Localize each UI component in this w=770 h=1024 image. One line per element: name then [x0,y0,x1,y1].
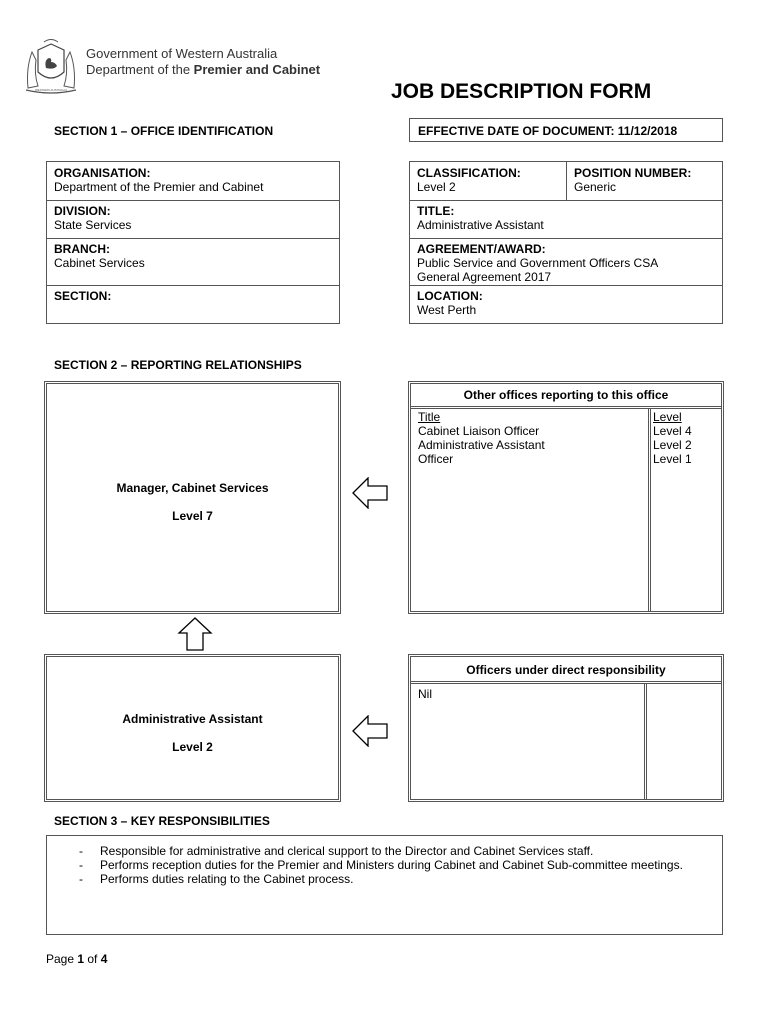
page-word: Page [46,952,78,966]
title-value: Administrative Assistant [417,218,544,232]
wa-coat-of-arms-icon [22,38,80,94]
effective-date: EFFECTIVE DATE OF DOCUMENT: 11/12/2018 [418,124,678,138]
list-item: - Responsible for administrative and clerical support to the Director and Cabinet Services staff. [54,844,694,858]
direct-responsibility-box [408,654,724,802]
department-line-bold: Premier and Cabinet [193,62,321,77]
manager-box [44,381,341,614]
classification-value: Level 2 [417,180,456,194]
position-number-label: POSITION NUMBER: [574,166,692,180]
section-label: SECTION: [54,289,112,303]
other-offices-titles [418,410,643,466]
effective-date-box [409,118,723,142]
division-value: State Services [54,218,132,232]
government-line [86,46,277,61]
government-line-bold: Western Australia [175,46,278,61]
position-number-cell [567,162,722,200]
position-box [44,654,341,802]
department-line-plain: Department of the [86,62,194,77]
list-item: - Performs reception duties for the Premier and Ministers during Cabinet and Cabinet Sub-committee meetings. [54,858,694,872]
classification-cell [410,162,566,200]
organisation-table [46,161,340,324]
classification-label: CLASSIFICATION: [417,166,521,180]
division-label: DIVISION: [54,204,111,218]
responsibilities-list [54,844,694,886]
other-office-title-1: Cabinet Liaison Officer [418,424,540,438]
agreement-value-2: General Agreement 2017 [417,270,552,284]
section1-heading: SECTION 1 – OFFICE IDENTIFICATION [54,124,274,138]
other-offices-col-title: Title [418,410,441,424]
division-cell [47,200,339,238]
branch-cell [47,238,339,276]
agreement-cell [410,238,722,286]
government-line-plain: Government of [86,46,176,61]
department-line [86,62,320,77]
other-offices-col-level: Level [653,410,682,424]
form-title: JOB DESCRIPTION FORM [391,80,652,103]
other-offices-levels [653,410,713,466]
position-number-value: Generic [574,180,617,194]
other-offices-heading: Other offices reporting to this office [463,388,669,402]
direct-responsibility-heading: Officers under direct responsibility [466,663,666,677]
up-arrow-icon [177,617,213,656]
position-title: Administrative Assistant [122,712,263,726]
other-office-level-3: Level 1 [653,452,692,466]
other-office-title-3: Officer [418,452,454,466]
section2-heading: SECTION 2 – REPORTING RELATIONSHIPS [54,358,302,372]
page-total: 4 [100,952,108,966]
page-number [46,952,107,966]
page-of: of [84,952,101,966]
title-cell [410,200,722,238]
agreement-value-1: Public Service and Government Officers CSA [417,256,659,270]
location-cell [410,285,722,323]
direct-responsibility-value: Nil [418,687,432,701]
location-label: LOCATION: [417,289,483,303]
position-level: Level 2 [172,740,213,754]
page-current: 1 [77,952,85,966]
section3-heading: SECTION 3 – KEY RESPONSIBILITIES [54,814,270,828]
section-cell [47,285,339,323]
location-value: West Perth [417,303,477,317]
organisation-value: Department of the Premier and Cabinet [54,180,264,194]
title-label: TITLE: [417,204,455,218]
agreement-label: AGREEMENT/AWARD: [417,242,546,256]
organisation-cell [47,162,339,200]
branch-label: BRANCH: [54,242,110,256]
manager-title: Manager, Cabinet Services [116,481,269,495]
branch-value: Cabinet Services [54,256,145,270]
other-office-title-2: Administrative Assistant [418,438,545,452]
left-arrow-icon [352,477,388,514]
organisation-label: ORGANISATION: [54,166,151,180]
left-arrow-icon [352,715,388,752]
list-item: - Performs duties relating to the Cabinet process. [54,872,694,886]
other-office-level-1: Level 4 [653,424,692,438]
other-office-level-2: Level 2 [653,438,692,452]
other-offices-box [408,381,724,614]
responsibilities-box [46,835,723,935]
classification-table [409,161,723,324]
svg-text:WESTERN AUSTRALIA: WESTERN AUSTRALIA [34,88,68,92]
manager-level: Level 7 [172,509,213,523]
